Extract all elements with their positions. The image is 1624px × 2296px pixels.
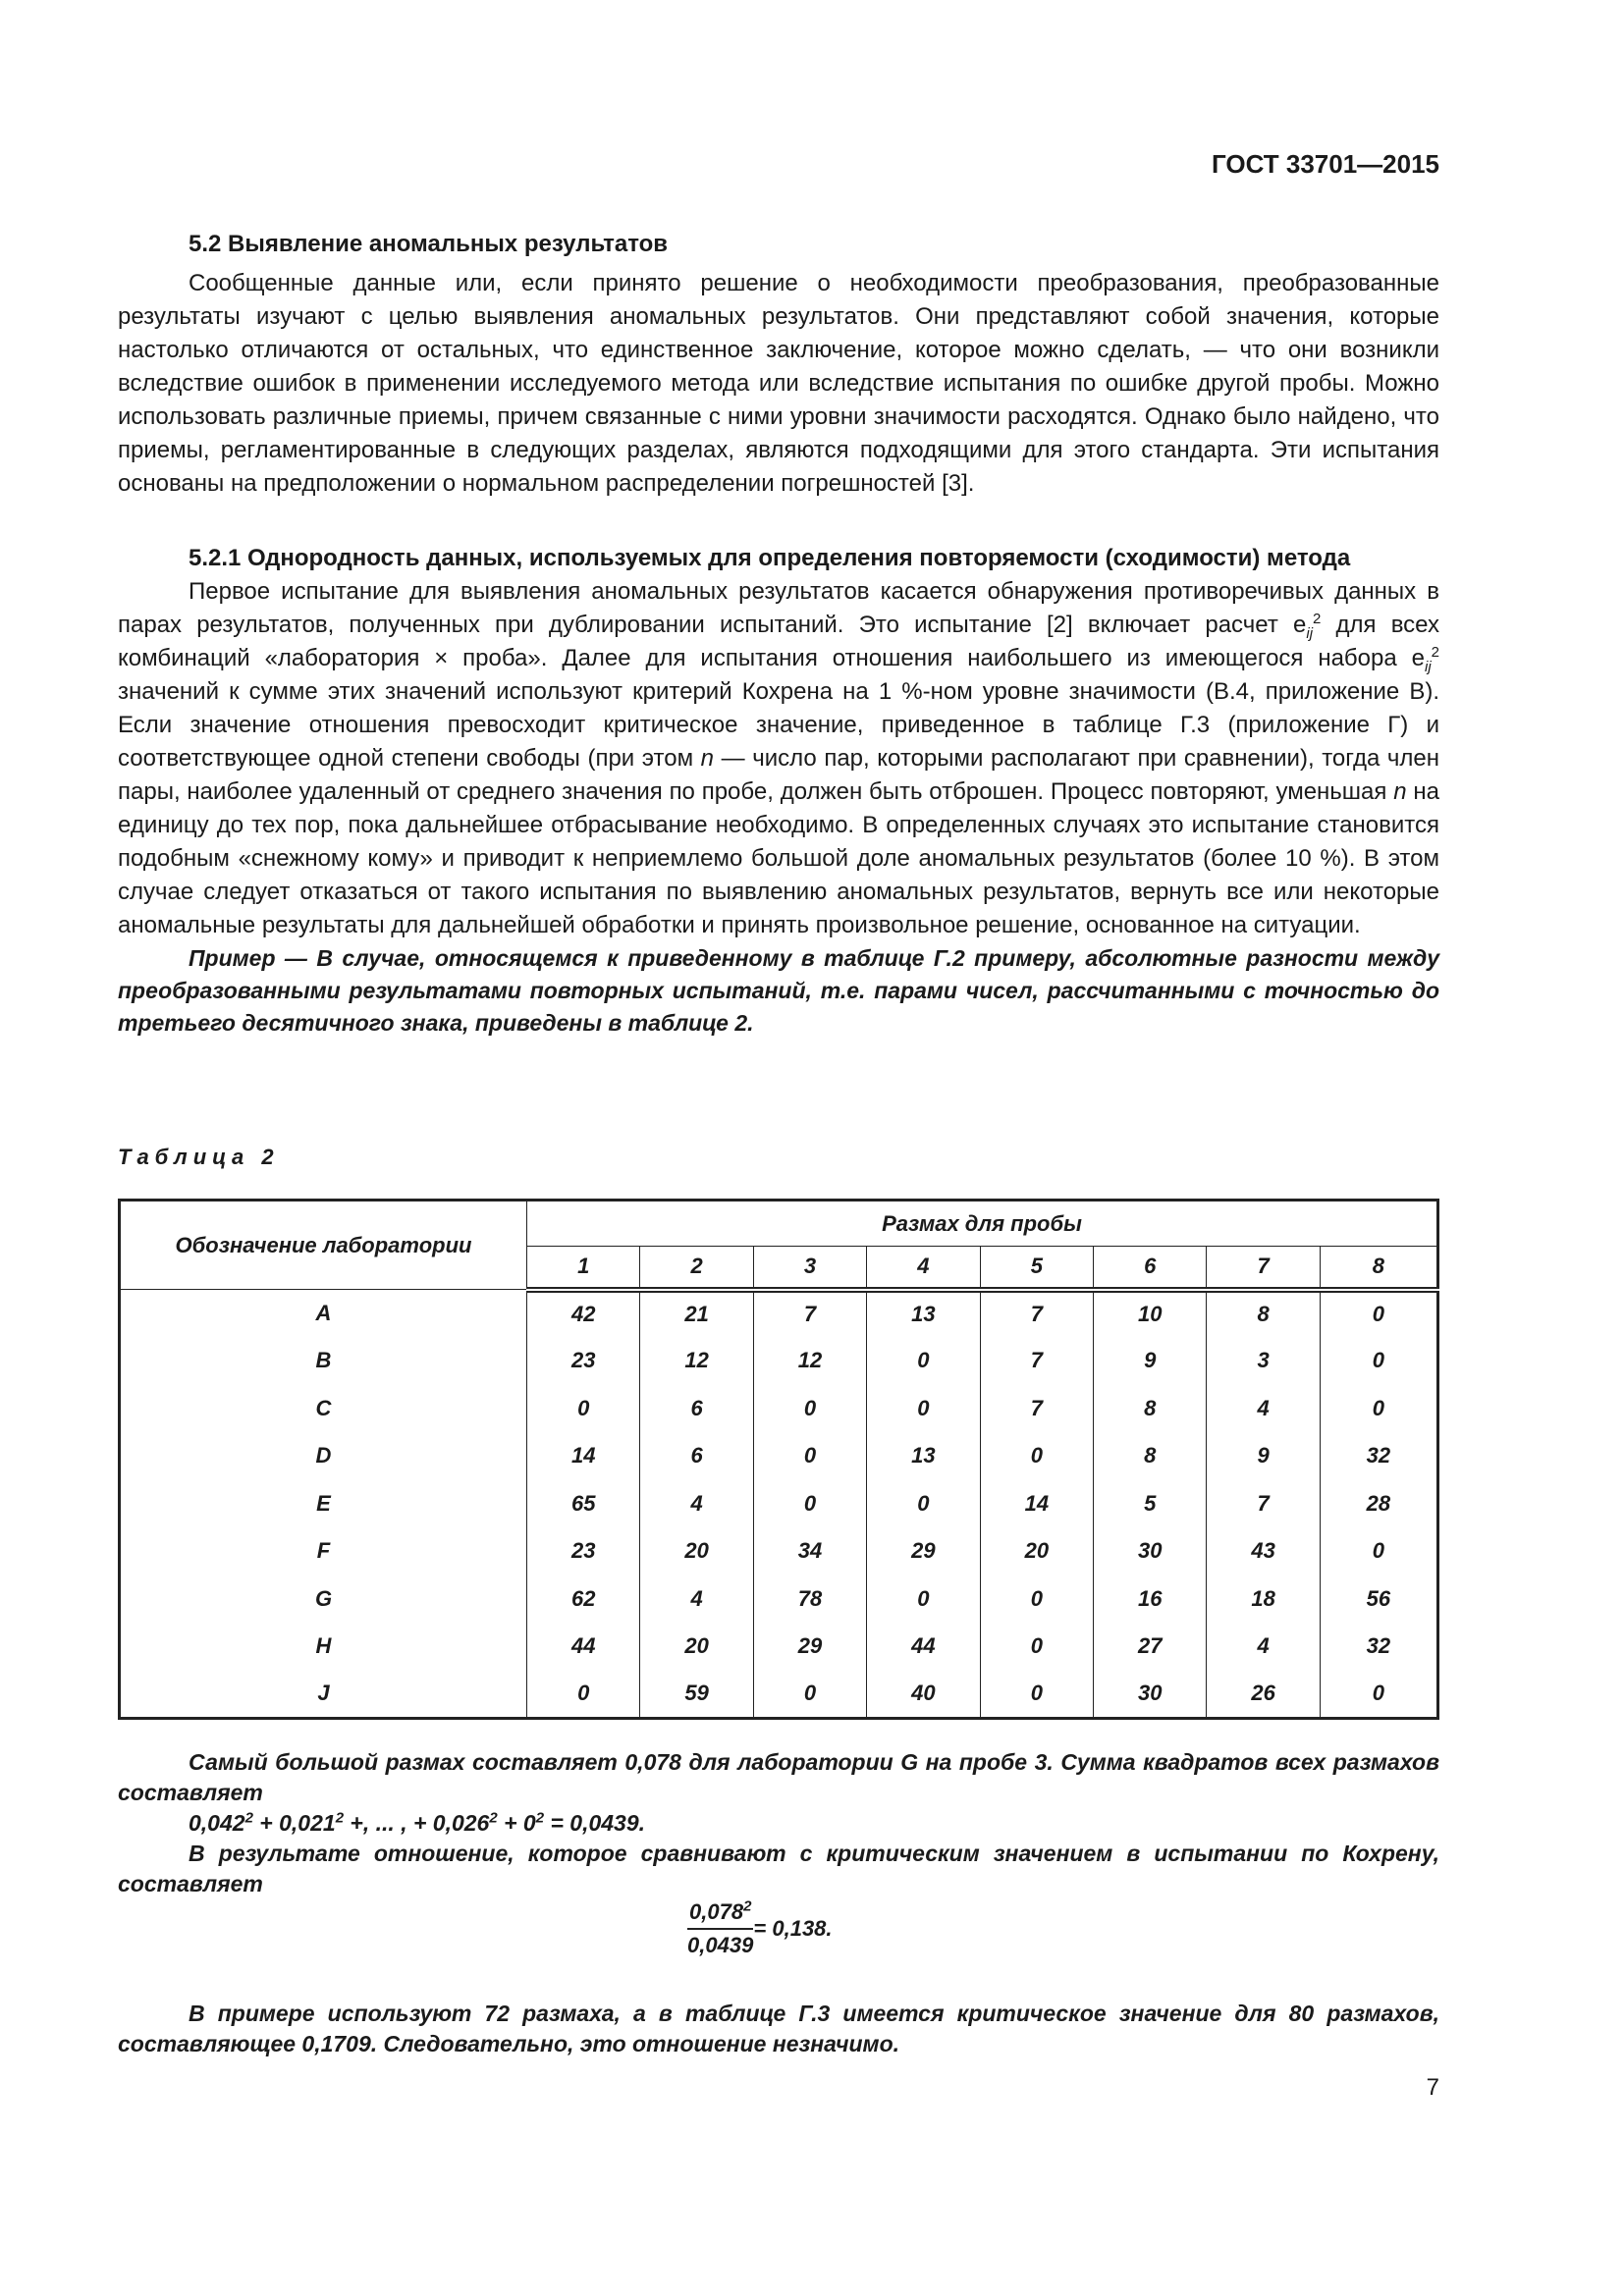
range-cell: 27 bbox=[1094, 1623, 1207, 1671]
range-cell: 7 bbox=[980, 1337, 1093, 1385]
range-cell: 6 bbox=[640, 1385, 753, 1433]
text: + 0 bbox=[497, 1810, 536, 1836]
lab-cell: D bbox=[120, 1432, 527, 1480]
range-cell: 0 bbox=[1320, 1290, 1437, 1338]
sample-column-header: 2 bbox=[640, 1247, 753, 1290]
fraction bbox=[687, 1899, 753, 1958]
range-cell: 7 bbox=[1207, 1480, 1320, 1528]
text: Первое испытание для выявления аномальных результатов касается обнаружения противоречивых данных в парах результатов, полученных при дублировании испытаний. Это испытание [2] включает расчет bbox=[118, 578, 1439, 638]
range-cell: 23 bbox=[527, 1527, 640, 1575]
range-cell: 0 bbox=[980, 1432, 1093, 1480]
range-cell: 0 bbox=[980, 1575, 1093, 1624]
data-table bbox=[118, 1199, 1439, 1720]
range-cell: 12 bbox=[640, 1337, 753, 1385]
range-cell: 0 bbox=[753, 1432, 866, 1480]
superscript: 2 bbox=[335, 1809, 345, 1827]
range-cell: 65 bbox=[527, 1480, 640, 1528]
range-cell: 13 bbox=[867, 1290, 980, 1338]
sum-formula bbox=[118, 1808, 1439, 1839]
superscript: 2 bbox=[244, 1809, 253, 1827]
range-cell: 18 bbox=[1207, 1575, 1320, 1624]
range-cell: 0 bbox=[753, 1671, 866, 1719]
example-note: Пример — В случае, относящемся к приведенному в таблице Г.2 примеру, абсолютные разности между преобразованными результатами повторных испытаний, т.е. парами чисел, рассчитанными с точностью до третьего десятичного знака, приведены в таблице 2. bbox=[118, 945, 1439, 1036]
lab-column-header: Обозначение лаборатории bbox=[120, 1201, 527, 1290]
range-cell: 26 bbox=[1207, 1671, 1320, 1719]
range-cell: 20 bbox=[980, 1527, 1093, 1575]
result: = 0,138. bbox=[753, 1916, 833, 1941]
range-cell: 30 bbox=[1094, 1671, 1207, 1719]
range-cell: 44 bbox=[527, 1623, 640, 1671]
document-header: ГОСТ 33701—2015 bbox=[1212, 149, 1439, 179]
range-cell: 0 bbox=[753, 1385, 866, 1433]
text: — число пар, которыми располагают при сравнении), тогда член пары, наиболее удаленный от среднего значения по пробе, должен быть отброшен. Процесс повторяют, уменьшая bbox=[118, 745, 1439, 805]
range-cell: 20 bbox=[640, 1623, 753, 1671]
range-cell: 16 bbox=[1094, 1575, 1207, 1624]
range-cell: 7 bbox=[753, 1290, 866, 1338]
superscript: 2 bbox=[743, 1897, 752, 1915]
lab-cell: J bbox=[120, 1671, 527, 1719]
text: на единицу до тех пор, пока дальнейшее отбрасывание необходимо. В определенных случаях это испытание становится подобным «снежному кому» и приводит к неприемлемо большой доле аномальных результатов (более 10 %). В этом случае следует отказаться от такого испытания по выявлению аномальных результатов, вернуть все или некоторые аномальные результаты для дальнейшей обработки и принять произвольное решение, основанное на ситуации. bbox=[118, 778, 1439, 938]
table-row bbox=[120, 1385, 1438, 1433]
table-row bbox=[120, 1623, 1438, 1671]
range-column-header: Размах для пробы bbox=[527, 1201, 1438, 1247]
sample-column-header: 5 bbox=[980, 1247, 1093, 1290]
lab-cell: F bbox=[120, 1527, 527, 1575]
subscript: ij bbox=[1424, 658, 1432, 675]
range-cell: 0 bbox=[867, 1337, 980, 1385]
range-cell: 0 bbox=[527, 1385, 640, 1433]
range-cell: 13 bbox=[867, 1432, 980, 1480]
text: 0,078 bbox=[689, 1899, 744, 1924]
table-row bbox=[120, 1432, 1438, 1480]
paragraph bbox=[118, 575, 1439, 942]
range-cell: 14 bbox=[980, 1480, 1093, 1528]
table-row bbox=[120, 1480, 1438, 1528]
range-cell: 3 bbox=[1207, 1337, 1320, 1385]
superscript: 2 bbox=[1431, 644, 1439, 661]
sample-column-header: 7 bbox=[1207, 1247, 1320, 1290]
section-heading: 5.2 Выявление аномальных результатов bbox=[189, 231, 669, 257]
superscript: 2 bbox=[535, 1809, 545, 1827]
range-cell: 9 bbox=[1207, 1432, 1320, 1480]
range-cell: 4 bbox=[640, 1575, 753, 1624]
lab-cell: G bbox=[120, 1575, 527, 1624]
paragraph: Сообщенные данные или, если принято решение о необходимости преобразования, преобразованные результаты изучают с целью выявления аномальных результатов. Они представляют собой значения, которые настолько отличаются от остальных, что единственное заключение, которое можно сделать, — что они возникли вследствие ошибок в применении исследуемого метода или вследствие испытания по ошибке другой пробы. Можно использовать различные приемы, причем связанные с ними уровни значимости расходятся. Однако было найдено, что приемы, регламентированные в следующих разделах, являются подходящими для этого стандарта. Эти испытания основаны на предположении о нормальном распределении погрешностей [3]. bbox=[118, 270, 1439, 497]
range-cell: 28 bbox=[1320, 1480, 1437, 1528]
lab-cell: E bbox=[120, 1480, 527, 1528]
range-cell: 62 bbox=[527, 1575, 640, 1624]
range-cell: 7 bbox=[980, 1290, 1093, 1338]
range-cell: 44 bbox=[867, 1623, 980, 1671]
text: значений к сумме этих значений используют критерий Кохрена на 1 %-ном уровне значимости (В.4, приложение В). Если значение отношения превосходит критическое значение, приведенное в таблице Г.3 (приложение Г) и соответствующее одной степени свободы (при этом bbox=[118, 678, 1439, 772]
superscript: 2 bbox=[1313, 611, 1322, 627]
lab-cell: C bbox=[120, 1385, 527, 1433]
range-cell: 21 bbox=[640, 1290, 753, 1338]
range-cell: 30 bbox=[1094, 1527, 1207, 1575]
range-cell: 78 bbox=[753, 1575, 866, 1624]
range-cell: 8 bbox=[1094, 1432, 1207, 1480]
section-5-2-1 bbox=[118, 542, 1439, 1040]
range-cell: 9 bbox=[1094, 1337, 1207, 1385]
page-number: 7 bbox=[1426, 2074, 1439, 2101]
range-cell: 0 bbox=[753, 1480, 866, 1528]
table-row bbox=[120, 1337, 1438, 1385]
range-cell: 43 bbox=[1207, 1527, 1320, 1575]
range-cell: 7 bbox=[980, 1385, 1093, 1433]
range-cell: 34 bbox=[753, 1527, 866, 1575]
range-cell: 0 bbox=[527, 1671, 640, 1719]
table-row bbox=[120, 1527, 1438, 1575]
range-cell: 40 bbox=[867, 1671, 980, 1719]
range-cell: 6 bbox=[640, 1432, 753, 1480]
range-cell: 32 bbox=[1320, 1432, 1437, 1480]
range-cell: 42 bbox=[527, 1290, 640, 1338]
sample-column-header: 4 bbox=[867, 1247, 980, 1290]
range-cell: 8 bbox=[1094, 1385, 1207, 1433]
text: для всех комбинаций «лаборатория × проба». Далее для испытания отношения наибольшего из имеющегося набора bbox=[118, 612, 1439, 671]
table-row bbox=[120, 1290, 1438, 1338]
symbol: e bbox=[1293, 612, 1307, 638]
range-cell: 0 bbox=[1320, 1337, 1437, 1385]
range-cell: 0 bbox=[980, 1671, 1093, 1719]
lab-cell: B bbox=[120, 1337, 527, 1385]
range-cell: 29 bbox=[753, 1623, 866, 1671]
variable-n: n bbox=[1393, 778, 1407, 805]
range-cell: 59 bbox=[640, 1671, 753, 1719]
range-cell: 20 bbox=[640, 1527, 753, 1575]
table-row bbox=[120, 1575, 1438, 1624]
paragraph: В результате отношение, которое сравнивают с критическим значением в испытании по Кохрену, составляет bbox=[118, 1841, 1439, 1896]
ratio-formula bbox=[687, 1899, 833, 1958]
range-cell: 0 bbox=[867, 1575, 980, 1624]
conclusion bbox=[118, 1999, 1439, 2059]
sample-column-header: 6 bbox=[1094, 1247, 1207, 1290]
lab-cell: A bbox=[120, 1290, 527, 1338]
range-cell: 5 bbox=[1094, 1480, 1207, 1528]
denominator: 0,0439 bbox=[687, 1933, 754, 1957]
range-cell: 0 bbox=[1320, 1527, 1437, 1575]
superscript: 2 bbox=[489, 1809, 498, 1827]
range-cell: 0 bbox=[980, 1623, 1093, 1671]
after-table-text bbox=[118, 1747, 1439, 1899]
range-cell: 4 bbox=[1207, 1385, 1320, 1433]
range-cell: 0 bbox=[1320, 1671, 1437, 1719]
table-row bbox=[120, 1671, 1438, 1719]
sample-column-header: 8 bbox=[1320, 1247, 1437, 1290]
range-cell: 12 bbox=[753, 1337, 866, 1385]
symbol: e bbox=[1411, 645, 1425, 671]
table-caption: Таблица 2 bbox=[118, 1145, 280, 1169]
range-cell: 56 bbox=[1320, 1575, 1437, 1624]
paragraph: Самый большой размах составляет 0,078 для лаборатории G на пробе 3. Сумма квадратов всех размахов составляет bbox=[118, 1749, 1439, 1805]
section-5-2 bbox=[118, 228, 1439, 501]
range-cell: 0 bbox=[867, 1385, 980, 1433]
range-cell: 4 bbox=[640, 1480, 753, 1528]
range-cell: 23 bbox=[527, 1337, 640, 1385]
range-cell: 32 bbox=[1320, 1623, 1437, 1671]
range-cell: 8 bbox=[1207, 1290, 1320, 1338]
subscript: ij bbox=[1306, 624, 1314, 642]
sample-column-header: 3 bbox=[753, 1247, 866, 1290]
text: +, ... , + 0,026 bbox=[344, 1810, 490, 1836]
text: + 0,021 bbox=[252, 1810, 336, 1836]
text: = 0,0439. bbox=[544, 1810, 646, 1836]
lab-cell: H bbox=[120, 1623, 527, 1671]
range-cell: 29 bbox=[867, 1527, 980, 1575]
range-cell: 4 bbox=[1207, 1623, 1320, 1671]
sample-column-header: 1 bbox=[527, 1247, 640, 1290]
range-cell: 14 bbox=[527, 1432, 640, 1480]
range-cell: 10 bbox=[1094, 1290, 1207, 1338]
range-cell: 0 bbox=[867, 1480, 980, 1528]
numerator bbox=[687, 1899, 753, 1930]
variable-n: n bbox=[700, 745, 715, 772]
range-cell: 0 bbox=[1320, 1385, 1437, 1433]
paragraph: В примере используют 72 размаха, а в таблице Г.3 имеется критическое значение для 80 размахов, составляющее 0,1709. Следовательно, это отношение незначимо. bbox=[118, 2001, 1439, 2056]
text: 0,042 bbox=[189, 1810, 245, 1836]
section-heading: 5.2.1 Однородность данных, используемых для определения повторяемости (сходимости) метода bbox=[189, 545, 1351, 571]
